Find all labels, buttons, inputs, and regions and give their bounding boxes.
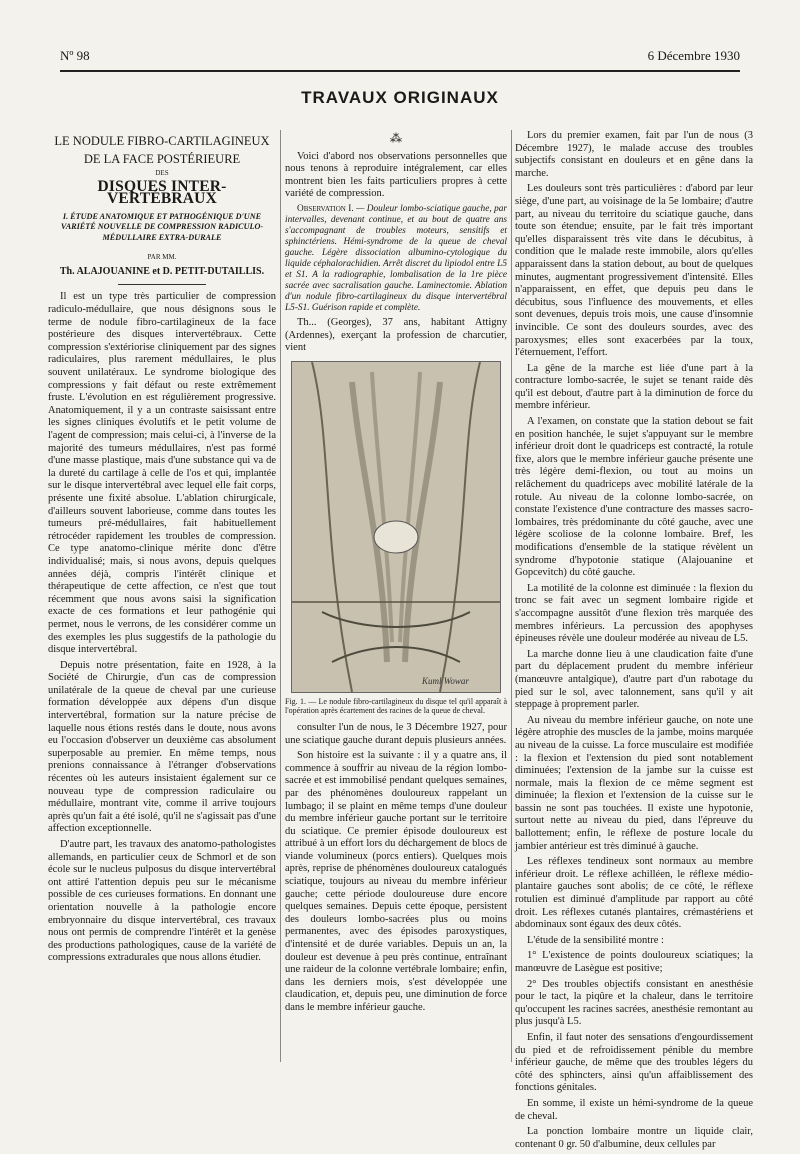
paragraph: Depuis notre présentation, faite en 1928, à la Société de Chirurgie, d'un cas de compression unilatérale de la queue de cheval par une curieuse formation développée aux dépens d'un disque intervertébral, formation sur la nature précise de laquelle nous étions restés dans le doute, nous avons eu l'occasion d'observer un deuxième cas absolument superposable au premier. En même temps, nous prenions connaissance à l'étranger d'observations récentes où les auteurs insistaient également sur ce nouveau type de compression radiculaire ou médullaire, montrant vite, comme il arrive toujours après qu'un fait a été isolé, qu'il ne s'agissait pas d'une affection exceptionnelle. xyxy=(48,659,276,835)
par-mm: PAR MM. xyxy=(147,253,177,262)
paragraph: Enfin, il faut noter des sensations d'engourdissement du pied et de refroidissement pénible du membre inférieur gauche, de même que des troubles légers du côté des sphincters, ainsi qu'un affaiblissement des fonctions génitales. xyxy=(515,1031,753,1094)
paragraph: Lors du premier examen, fait par l'un de nous (3 Décembre 1927), le malade accuse des troubles subjectifs consistant en douleurs et en gêne dans la marche. xyxy=(515,130,753,179)
column-2 xyxy=(285,130,507,1018)
paragraph: La marche donne lieu à une claudication faite d'une part du déplacement prudent du membre inférieur (manœuvre antalgique), d'autre part d'un rabotage du pied sur le sol, avec talonnement, sans qu'il y ait steppage à proprement parler. xyxy=(515,648,753,711)
paragraph: 2° Des troubles objectifs consistant en anesthésie pour le tact, la piqûre et la chaleur, dans le territoire qu'occupent les racines sacrées, anesthésie remontant au plus jusqu'à L5. xyxy=(515,978,753,1028)
paragraph: En somme, il existe un hémi-syndrome de la queue de cheval. xyxy=(515,1097,753,1122)
article-subtitle: I. ÉTUDE ANATOMIQUE ET PATHOGÉNIQUE D'UNE VARIÉTÉ NOUVELLE DE COMPRESSION RADICULO-MÉDULLAIRE EXTRA-DURALE xyxy=(60,211,264,242)
column-1 xyxy=(48,130,276,968)
issue-date: 6 Décembre 1930 xyxy=(647,48,740,63)
paragraph: La ponction lombaire montre un liquide clair, contenant 0 gr. 50 d'albumine, deux cellules par xyxy=(515,1126,753,1150)
paragraph: La gêne de la marche est liée d'une part à la contracture lombo-sacrée, le sujet se tenant raide dès qu'il est debout, d'autre part à la diminution de force du membre inférieur. xyxy=(515,362,753,412)
paragraph: L'étude de la sensibilité montre : xyxy=(527,934,664,946)
paragraph: Voici d'abord nos observations personnelles que nous tenons à reproduire intégralement, car elles montrent bien les faits particuliers propres à cette variété de compression. xyxy=(285,150,507,200)
title-separator xyxy=(118,284,206,285)
paragraph: consulter l'un de nous, le 3 Décembre 1927, pour une sciatique gauche durant depuis plusieurs années. xyxy=(285,721,507,746)
paragraph: Les douleurs sont très particulières : d'abord par leur siège, d'une part, au voisinage de la 5e lombaire; d'autre part, au niveau du territoire du sciatique gauche, dans toute son étendue; ensuite, par le fait très important qu'elles disparaissent très vite dans le décubitus, à condition que le malade reste immobile, alors qu'elles apparaissent dans la station debout, au bout de quelques minutes, augmentant progressivement d'intensité. Elles n'apparaissent, en effet, que depuis peu dans le décubitus, sous l'influence des mouvements, et elles sont devenues, depuis trois mois, une cause d'insomnie invincible. Ce sont des douleurs sourdes, avec des paroxysmes; elles sont exacerbées par la toux, l'éternuement, l'effort. xyxy=(515,183,753,359)
illustration-signature: Kuml Wowar xyxy=(422,675,469,686)
paragraph: 1° L'existence de points douloureux sciatiques; la manœuvre de Lasègue est positive; xyxy=(515,950,753,974)
surgical-illustration xyxy=(291,361,501,693)
column-3 xyxy=(515,130,753,1154)
paragraph: Il est un type très particulier de compression radiculo-médullaire, que nous désignons sous le terme de nodule fibro-cartilagineux de la face postérieure des disques intervertébraux. Cette compression s'extériorise cliniquement par des signes radiculaires, plus rarement médullaires, le plus souvent unilatéraux. Le syndrome biologique des compressions y fait défaut ou reste extrêmement fruste. L'évolution en est régulièrement progressive. Anatomiquement, il y a un contraste saisissant entre les signes cliniques évolutifs et le petit volume de l'agent de compression; mais celui-ci, à l'inverse de la majorité des tumeurs médullaires, n'est pas formé d'une masse plastique, mais d'une substance qui va de la dureté du cartilage à celle de l'os et qui, implantée sur le disque intervertébral avec lequel elle fait corps, présente une fixité absolue. L'ablation chirurgicale, d'ailleurs souvent laborieuse, comme dans toutes les tumeurs pré-médullaires, fait habituellement rétrocéder rapidement les troubles de compression. Ce type anatomo-clinique mérite donc d'être individualisé; mais, si nous avons, depuis quelques années déjà, compris l'intérêt clinique et thérapeutique de cette affection, ce n'est que tout récemment que nous avons saisi la signification exacte de ces formations et leur pathogénie qui permet, nous le verrons, de les considérer comme un des exemples les plus suggestifs de la pathologie du disque intervertébral. xyxy=(48,291,276,656)
column-divider xyxy=(511,130,512,1062)
paragraph: Au niveau du membre inférieur gauche, on note une légère atrophie des muscles de la jambe, moins marquée au niveau de la cuisse. La force musculaire est modifiée : la flexion et l'extension du pied sont notablement diminuées; l'extension de la jambe sur la cuisse est normale, mais la flexion de ce même segment est diminuée; la flexion et l'extension de la cuisse sur le bassin ne sont pas touchées. Il existe une hypotonie, surtout nette au niveau du pied, dans l'épreuve du ballottement; enfin, le réflexe de posture locale du jambier antérieur est très diminué à gauche. xyxy=(515,714,753,852)
paragraph: La motilité de la colonne est diminuée : la flexion du tronc se fait avec un segment lombaire rigide et s'accompagne aussitôt d'une flexion très marquée des membres inférieurs. La percussion des apophyses épineuses révèle une douleur modérée au niveau de L5. xyxy=(515,582,753,645)
observation-label: Observation I. xyxy=(297,203,354,214)
observation-summary xyxy=(285,204,507,314)
paragraph: D'autre part, les travaux des anatomo-pathologistes allemands, en particulier ceux de Schmorl et de son école sur le nucleus pulposus du disque intervertébral ont attiré l'attention depuis peu sur le mécanisme possible de ces curieuses formations. En donnant une orientation nouvelle à la pathologie encore embryonnaire du disque intervertébral, ces travaux nous ont permis de comprendre l'intérêt et la genèse des productions pathologiques, cause de la variété de compressions extradurales que nous allons étudier. xyxy=(48,839,276,964)
article-title-des: DES xyxy=(155,169,169,177)
paragraph: Son histoire est la suivante : il y a quatre ans, il commence à souffrir au niveau de la région lombo-sacrée et est immobilisé pendant quelques semaines, par des phénomènes douloureux rappelant un lumbago; il se plaint en même temps d'une douleur du membre inférieur gauche portant sur le territoire du sciatique. Ce premier épisode douloureux est attribué à un effort lors du déchargement de blocs de viande volumineux (porcs entiers). Quelques mois après, reprise de phénomènes douloureux catalogués sciatique, toujours au niveau du membre inférieur gauche; cette période douloureuse dure encore quelques semaines. Depuis cette époque, persistent des douleurs lombo-sacrées plus ou moins permanentes, avec des épisodes paroxystiques, d'intensité et de durée variables. Depuis un an, la douleur est devenue à peu près continue, entraînant une raideur de la colonne vertébrale lombaire; enfin, dans les derniers mois, s'est développée une claudication, et, depuis peu, une diminution de force dans le membre inférieur gauche. xyxy=(285,750,507,1013)
surgical-illustration-drawing xyxy=(292,362,500,692)
header-rule xyxy=(60,70,740,72)
paragraph: Th... (Georges), 37 ans, habitant Attigny (Ardennes), exerçant la profession de charcutier, vient xyxy=(285,316,507,354)
paragraph: A l'examen, on constate que la station debout se fait en position hanchée, le sujet s'appuyant sur le membre inférieur droit dont le quadriceps est contracté, la rotule fixe, alors que le membre inférieur gauche présente une très légère demi-flexion, ou tout au moins un relâchement du quadriceps avec mobilité latérale de la rotule. Au niveau de la colonne lombo-sacrée, on constate l'existence d'une contracture des masses sacro-lombaires, très prédominante du côté gauche, avec une légère scoliose de la colonne lombaire. Bref, les modifications d'ensemble de la statique révèlent un syndrome d'hypotonie statique (Alajouanine et Gopcevitch) du côté gauche. xyxy=(515,416,753,579)
issue-number: Nº 98 xyxy=(60,48,90,63)
column-divider xyxy=(280,130,281,1062)
article-title-line1: LE NODULE FIBRO-CARTILAGINEUX xyxy=(54,134,270,148)
section-stars: ⁂ xyxy=(390,131,402,145)
section-title: TRAVAUX ORIGINAUX xyxy=(301,88,499,107)
observation-text: — Douleur lombo-sciatique gauche, par intervalles, devenant continue, et au bout de quatre ans s'accompagnant de troubles moteurs, sensitifs et sphinctériens. Hémi-syndrome de la queue de cheval gauche. Légère dissociation albumino-cytologique du liquide céphalorachidien. Arrêt discret du lipiodol entre L5 et S1. A la radiographie, lombalisation de la 1re pièce sacrée avec sacralisation gauche. Laminectomie. Ablation d'un nodule fibro-cartilagineux du disque intervertébral L5-S1. Guérison rapide et complète. xyxy=(285,203,507,313)
article-authors: Th. ALAJOUANINE et D. PETIT-DUTAILLIS. xyxy=(59,265,265,277)
figure-caption: Fig. 1. — Le nodule fibro-cartilagineux du disque tel qu'il apparaît à l'opération après écartement des racines de la queue de cheval. xyxy=(285,696,507,716)
article-title-line2: DE LA FACE POSTÉRIEURE xyxy=(83,152,241,166)
article-title-main: DISQUES INTER-VERTÉBRAUX xyxy=(97,177,227,208)
paragraph: Les réflexes tendineux sont normaux au membre inférieur droit. Le réflexe achilléen, le réflexe médio-plantaire gauches sont abolis; de ce côté, le réflexe rotulien est diminué d'amplitude par rapport au côté droit. Les réflexes cutanés plantaires, crémastériens et abdominaux sont égaux des deux côtés. xyxy=(515,856,753,931)
